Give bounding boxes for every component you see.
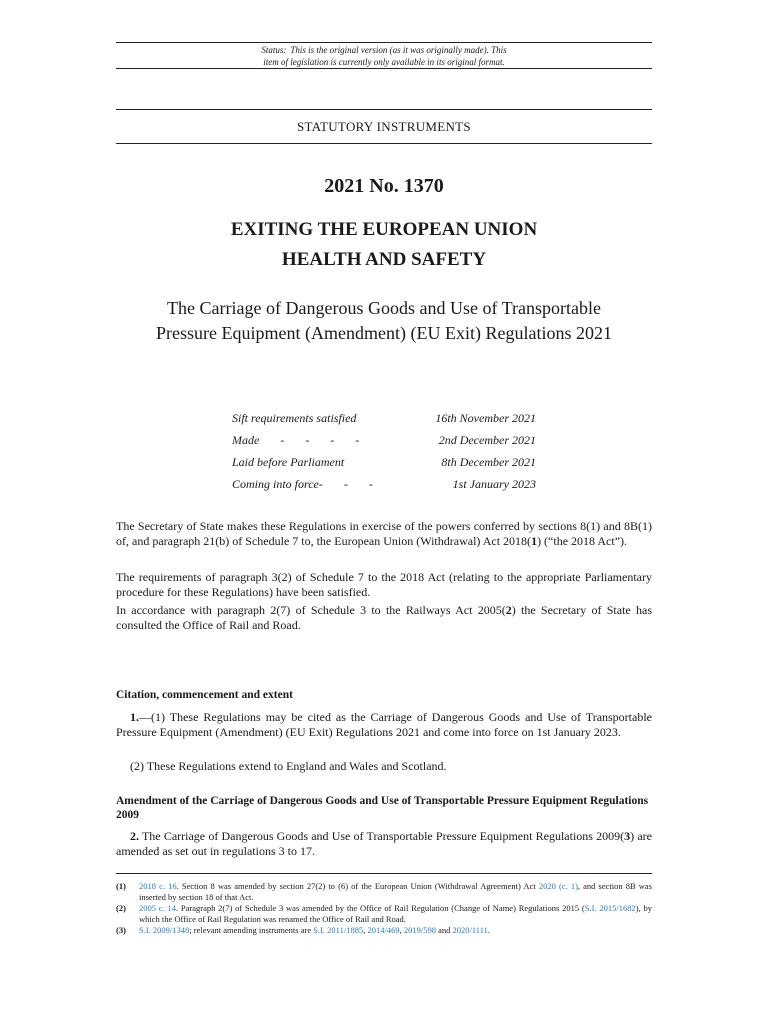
footnote-ref-1[interactable]: 1 <box>531 534 538 548</box>
footnote-3 <box>116 925 652 937</box>
citation-link[interactable]: 2018 c. 16 <box>139 881 177 891</box>
footnote-rule <box>116 873 652 874</box>
regulation-2-paragraph: 2. The Carriage of Dangerous Goods and Use of Transportable Pressure Equipment Regulations 2009(3) are amended as set out in regulations 3 to 17. <box>116 829 652 858</box>
preamble-paragraph-3: In accordance with paragraph 2(7) of Schedule 3 to the Railways Act 2005(2) the Secretary of State has consulted the Office of Rail and Road. <box>116 603 653 632</box>
footnote-text-segment: . Paragraph 2(7) of Schedule 3 was amended by the Office of Rail Regulation (Change of Name) Regulations 2015 ( <box>176 903 585 913</box>
footnote-number: (3) <box>116 925 126 935</box>
citation-link[interactable]: 2014/469 <box>367 925 400 935</box>
date-row-coming-into-force <box>232 477 536 493</box>
date-value: 8th December 2021 <box>441 455 536 469</box>
regulation-number: 2. <box>130 829 139 843</box>
series-heading: STATUTORY INSTRUMENTS <box>297 119 471 134</box>
footnote-text <box>139 925 652 936</box>
date-row-laid <box>232 455 536 471</box>
status-bottom-rule <box>116 68 652 69</box>
section-heading-citation: Citation, commencement and extent <box>116 689 293 701</box>
status-line-1 <box>116 44 652 56</box>
regulation-1-paragraph-2: (2) These Regulations extend to England and Wales and Scotland. <box>130 759 447 773</box>
date-label: Made - - - - <box>232 433 360 447</box>
footnote-ref-2[interactable]: 2 <box>505 603 512 617</box>
status-banner <box>116 44 652 68</box>
title-line-1: The Carriage of Dangerous Goods and Use of Transportable <box>167 298 601 318</box>
status-top-rule <box>116 42 652 43</box>
footnote-text-segment: . Section 8 was amended by section 27(2) to (6) of the European Union (Withdrawal Agreement) Act <box>176 881 539 891</box>
regulation-title <box>116 296 652 346</box>
title-line-2: Pressure Equipment (Amendment) (EU Exit) Regulations 2021 <box>156 323 612 343</box>
footnote-text-segment: , <box>399 925 404 935</box>
footnote-1 <box>116 881 652 903</box>
section-heading-amendment: Amendment of the Carriage of Dangerous Goods and Use of Transportable Pressure Equipment Regulations 2009 <box>116 795 649 821</box>
footnote-text-segment: ; relevant amending instruments are <box>189 925 314 935</box>
footnote-text-segment: ), by which the Office of Rail Regulation was renamed the Office of Rail and Road. <box>139 903 652 924</box>
date-label: Sift requirements satisfied <box>232 411 357 425</box>
citation-link[interactable]: 2005 c. 14 <box>139 903 176 913</box>
status-line-2: item of legislation is currently only available in its original format. <box>263 57 505 67</box>
citation-link[interactable]: S.I. 2015/1682 <box>584 903 636 913</box>
series-top-rule <box>116 109 652 110</box>
regulation-1-paragraph-1: 1.—(1) These Regulations may be cited as the Carriage of Dangerous Goods and Use of Transportable Pressure Equipment (Amendment) (EU Exit) Regulations 2021 and come into force on 1st January 2023. <box>116 710 652 739</box>
date-value: 2nd December 2021 <box>438 433 536 447</box>
citation-link[interactable]: S.I. 2009/1348 <box>139 925 190 935</box>
citation-link[interactable]: 2019/598 <box>403 925 436 935</box>
dates-block <box>232 411 536 495</box>
status-label: Status: <box>261 45 287 55</box>
footnote-number: (1) <box>116 881 126 891</box>
series-bottom-rule <box>116 143 652 144</box>
footnote-2 <box>116 903 652 925</box>
citation-link[interactable]: S.I. 2011/1885 <box>313 925 364 935</box>
footnote-text-segment: , and section 8B was inserted by section 18 of that Act. <box>139 881 653 902</box>
footnote-text-segment: and <box>435 925 453 935</box>
footnote-text-segment: . <box>487 925 491 935</box>
date-value: 16th November 2021 <box>435 411 536 425</box>
date-row-made <box>232 433 536 449</box>
footnote-number: (2) <box>116 903 126 913</box>
footnote-text <box>139 881 652 902</box>
footnote-text-segment: , <box>363 925 368 935</box>
instrument-number: 2021 No. 1370 <box>324 175 444 197</box>
subject-heading-2: HEALTH AND SAFETY <box>281 249 487 270</box>
footnote-ref-3[interactable]: 3 <box>624 829 631 843</box>
citation-link[interactable]: 2020 (c. 1) <box>538 881 578 891</box>
citation-link[interactable]: 2020/1111 <box>452 925 488 935</box>
subject-heading-1: EXITING THE EUROPEAN UNION <box>230 219 538 240</box>
preamble-paragraph-2: The requirements of paragraph 3(2) of Schedule 7 to the 2018 Act (relating to the appropriate Parliamentary procedure for these Regulations) have been satisfied. <box>116 570 652 599</box>
date-label: Coming into force- - - <box>232 477 373 491</box>
status-text-1: This is the original version (as it was originally made). This <box>290 45 507 55</box>
regulation-number: 1. <box>130 710 139 724</box>
preamble-paragraph-1: The Secretary of State makes these Regulations in exercise of the powers conferred by sections 8(1) and 8B(1) of, and paragraph 21(b) of Schedule 7 to, the European Union (Withdrawal) Act 2018(1) (“the 2018 Act”). <box>116 519 652 548</box>
date-label: Laid before Parliament <box>232 455 345 469</box>
footnote-text <box>139 903 652 924</box>
date-row-sift <box>232 411 536 427</box>
date-value: 1st January 2023 <box>452 477 536 491</box>
